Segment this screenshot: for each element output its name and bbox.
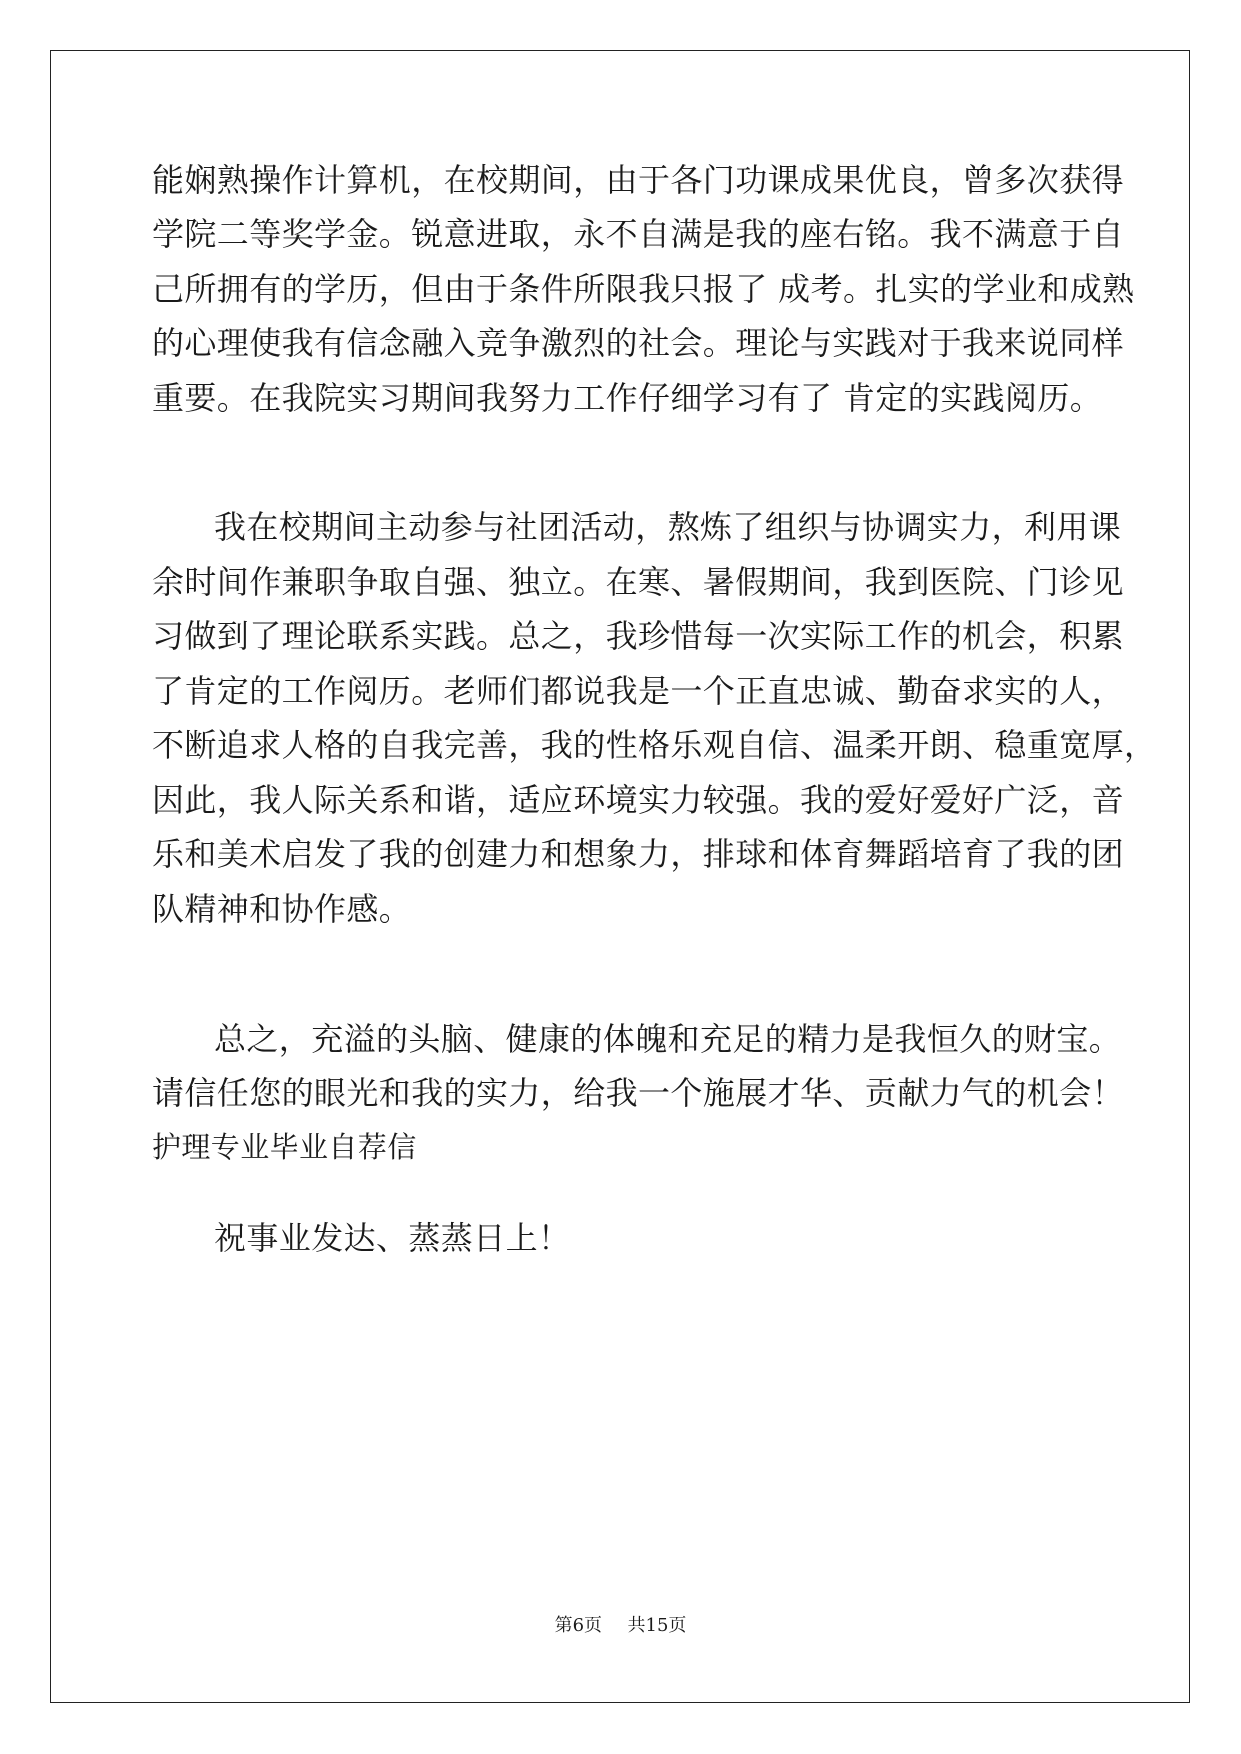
page-footer xyxy=(0,1614,1241,1638)
paragraph-3-line-2: 请信任您的眼光和我的实力，给我一个施展才华、贡献力气的机会！ xyxy=(152,1074,1125,1112)
paragraph-2-line-7: 乐和美术启发了我的创建力和想象力，排球和体育舞蹈培育了我的团 xyxy=(152,835,1125,873)
paragraph-2-line-6: 因此，我人际关系和谐，适应环境实力较强。我的爱好爱好广泛，音 xyxy=(152,781,1125,819)
current-page-number: 6 xyxy=(572,1615,585,1636)
closing-wish: 祝事业发达、蒸蒸日上！ xyxy=(214,1219,571,1257)
paragraph-2-line-2: 余时间作兼职争取自强、独立。在寒、暑假期间，我到医院、门诊见 xyxy=(152,563,1125,601)
paragraph-2-line-8: 队精神和协作感。 xyxy=(152,890,412,928)
text-line-5: 重要。在我院实习期间我努力工作仔细学习有了 肯定的实践阅历。 xyxy=(152,379,1103,417)
letter-title: 护理专业毕业自荐信 xyxy=(152,1130,417,1164)
text-line-2: 学院二等奖学金。锐意进取，永不自满是我的座右铭。我不满意于自 xyxy=(152,215,1125,253)
paragraph-2-line-4: 了肯定的工作阅历。老师们都说我是一个正直忠诚、勤奋求实的人， xyxy=(152,672,1125,710)
total-pages-number: 15 xyxy=(645,1615,669,1636)
paragraph-2-line-3: 习做到了理论联系实践。总之，我珍惜每一次实际工作的机会，积累 xyxy=(152,617,1125,655)
total-label-suffix: 页 xyxy=(668,1615,687,1636)
total-label-prefix: 共 xyxy=(627,1615,646,1636)
paragraph-2-line-1: 我在校期间主动参与社团活动，熬炼了组织与协调实力，利用课 xyxy=(214,508,1122,546)
text-line-4: 的心理使我有信念融入竞争激烈的社会。理论与实践对于我来说同样 xyxy=(152,324,1125,362)
text-line-3: 己所拥有的学历，但由于条件所限我只报了 成考。扎实的学业和成熟 xyxy=(152,270,1135,308)
paragraph-2-line-5: 不断追求人格的自我完善，我的性格乐观自信、温柔开朗、稳重宽厚， xyxy=(152,726,1157,764)
text-line-1: 能娴熟操作计算机，在校期间，由于各门功课成果优良，曾多次获得 xyxy=(152,161,1125,199)
page-label-suffix: 页 xyxy=(584,1615,603,1636)
page-label-prefix: 第 xyxy=(554,1615,573,1636)
paragraph-3-line-1: 总之，充溢的头脑、健康的体魄和充足的精力是我恒久的财宝。 xyxy=(214,1020,1122,1058)
